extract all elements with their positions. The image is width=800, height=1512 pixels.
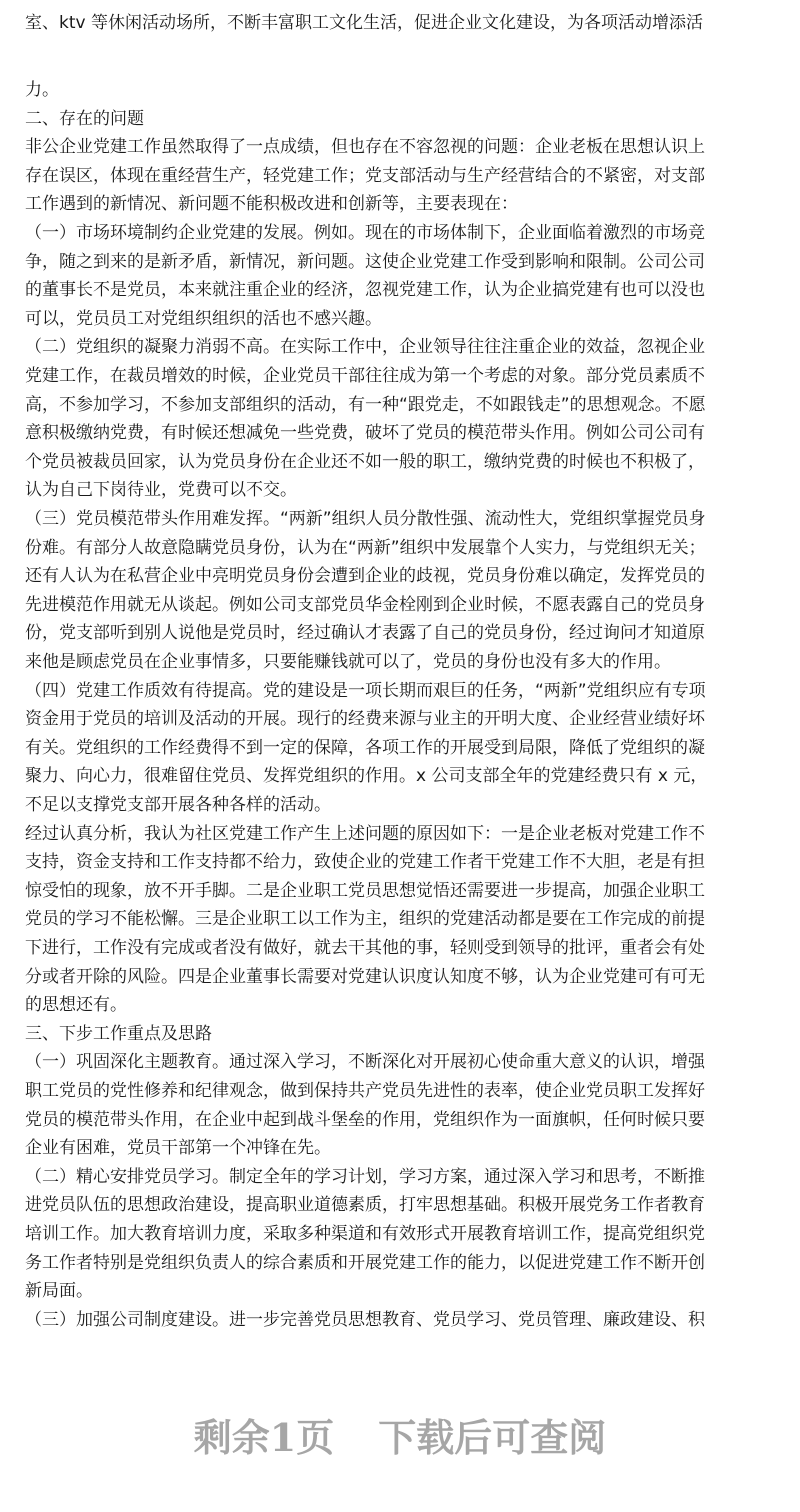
remaining-pages-text: 剩余1页: [193, 1415, 335, 1460]
text-line: 份难。有部分人故意隐瞒党员身份，认为在“两新”组织中发展靠个人实力，与党组织无关；: [25, 537, 706, 558]
text-line: 惊受怕的现象，放不开手脚。二是企业职工党员思想觉悟还需要进一步提高，加强企业职工: [25, 880, 705, 901]
text-line: 非公企业党建工作虽然取得了一点成绩，但也存在不容忽视的问题：企业老板在思想认识上: [25, 137, 705, 158]
text-line: 三、下步工作重点及思路: [25, 1023, 212, 1044]
text-line: 份，党支部听到别人说他是党员时，经过确认才表露了自己的党员身份，经过询问才知道原: [25, 623, 705, 644]
text-line: （一）巩固深化主题教育。通过深入学习，不断深化对开展初心使命重大意义的认识，增强: [25, 1052, 705, 1073]
text-line: （二）党组织的凝聚力消弱不高。在实际工作中，企业领导往往注重企业的效益，忽视企业: [25, 337, 705, 358]
text-line: 聚力、向心力，很难留住党员、发挥党组织的作用。x 公司支部全年的党建经费只有 x 元，: [25, 766, 708, 787]
text-line: 意积极缴纳党费，有时候还想减免一些党费，破坏了党员的模范带头作用。例如公司公司有: [25, 423, 705, 444]
text-line: 个党员被裁员回家，认为党员身份在企业还不如一般的职工，缴纳党费的时候也不积极了，: [25, 451, 705, 472]
text-line: 新局面。: [25, 1281, 93, 1302]
text-line: 支持，资金支持和工作支持都不给力，致使企业的党建工作者干党建工作不大胆，老是有担: [25, 852, 705, 873]
text-line: 企业有困难，党员干部第一个冲锋在先。: [25, 1138, 331, 1159]
text-line: 经过认真分析，我认为社区党建工作产生上述问题的原因如下：一是企业老板对党建工作不: [25, 823, 705, 844]
text-line: 的思想还有。: [25, 995, 127, 1016]
text-line: 下进行，工作没有完成或者没有做好，就去干其他的事，轻则受到领导的批评，重者会有处: [25, 938, 705, 958]
text-line: （三）加强公司制度建设。进一步完善党员思想教育、党员学习、党员管理、廉政建设、积: [25, 1309, 705, 1330]
text-line: 党员的学习不能松懈。三是企业职工以工作为主，组织的党建活动都是要在工作完成的前提: [25, 909, 705, 930]
text-line: 室、ktv 等休闲活动场所，不断丰富职工文化生活，促进企业文化建设，为各项活动增添活: [25, 13, 703, 33]
text-line: 来他是顾虑党员在企业事情多，只要能赚钱就可以了，党员的身份也没有多大的作用。: [25, 652, 671, 672]
text-line: 力。: [25, 80, 59, 100]
text-line: 还有人认为在私营企业中亮明党员身份会遭到企业的歧视，党员身份难以确定，发挥党员的: [25, 566, 705, 587]
text-line: 工作遇到的新情况、新问题不能积极改进和创新等，主要表现在：: [25, 194, 518, 215]
text-line: 职工党员的党性修养和纪律观念，做到保持共产党员先进性的表率，使企业党员职工发挥好: [25, 1081, 705, 1101]
text-line: （三）党员模范带头作用难发挥。“两新”组织人员分散性强、流动性大，党组织掌握党员身: [25, 509, 706, 529]
text-line: 争，随之到来的是新矛盾，新情况，新问题。这使企业党建工作受到影响和限制。公司公司: [25, 251, 705, 272]
text-line: 不足以支撑党支部开展各种各样的活动。: [25, 795, 331, 815]
text-line: 分或者开除的风险。四是企业董事长需要对党建认识度认知度不够，认为企业党建可有可无: [25, 966, 705, 987]
text-line: （四）党建工作质效有待提高。党的建设是一项长期而艰巨的任务，“两新”党组织应有专项: [25, 680, 706, 701]
text-line: 有关。党组织的工作经费得不到一定的保障，各项工作的开展受到局限，降低了党组织的凝: [25, 737, 705, 758]
text-line: 二、存在的问题: [25, 108, 144, 129]
download-banner[interactable]: [0, 1408, 800, 1468]
text-line: （一）市场环境制约企业党建的发展。例如。现在的市场体制下，企业面临着激烈的市场竞: [25, 223, 705, 243]
text-line: 认为自己下岗待业，党费可以不交。: [25, 480, 297, 501]
text-line: 资金用于党员的培训及活动的开展。现行的经费来源与业主的开明大度、企业经营业绩好坏: [25, 709, 705, 730]
text-line: 培训工作。加大教育培训力度，采取多种渠道和有效形式开展教育培训工作，提高党组织党: [25, 1224, 705, 1244]
text-line: 存在误区，体现在重经营生产，轻党建工作；党支部活动与生产经营结合的不紧密，对支部: [25, 165, 705, 186]
text-line: 高，不参加学习，不参加支部组织的活动，有一种“跟党走，不如跟钱走”的思想观念。不愿: [25, 394, 706, 415]
text-line: 党员的模范带头作用，在企业中起到战斗堡垒的作用，党组织作为一面旗帜，任何时候只要: [25, 1109, 705, 1130]
text-line: （二）精心安排党员学习。制定全年的学习计划，学习方案，通过深入学习和思考，不断推: [25, 1166, 705, 1187]
text-line: 党建工作，在裁员增效的时候，企业党员干部往往成为第一个考虑的对象。部分党员素质不: [25, 366, 705, 386]
text-line: 的董事长不是党员，本来就注重企业的经济，忽视党建工作，认为企业搞党建有也可以没也: [25, 280, 705, 301]
download-hint-text: 下载后可查阅: [378, 1415, 607, 1460]
text-line: 务工作者特别是党组织负责人的综合素质和开展党建工作的能力，以促进党建工作不断开创: [25, 1252, 705, 1273]
text-line: 可以，党员员工对党组织组织的活也不感兴趣。: [25, 308, 382, 329]
text-line: 进党员队伍的思想政治建设，提高职业道德素质，打牢思想基础。积极开展党务工作者教育: [25, 1195, 705, 1216]
text-line: 先进模范作用就无从谈起。例如公司支部党员华金栓刚到企业时候，不愿表露自己的党员身: [25, 594, 705, 615]
